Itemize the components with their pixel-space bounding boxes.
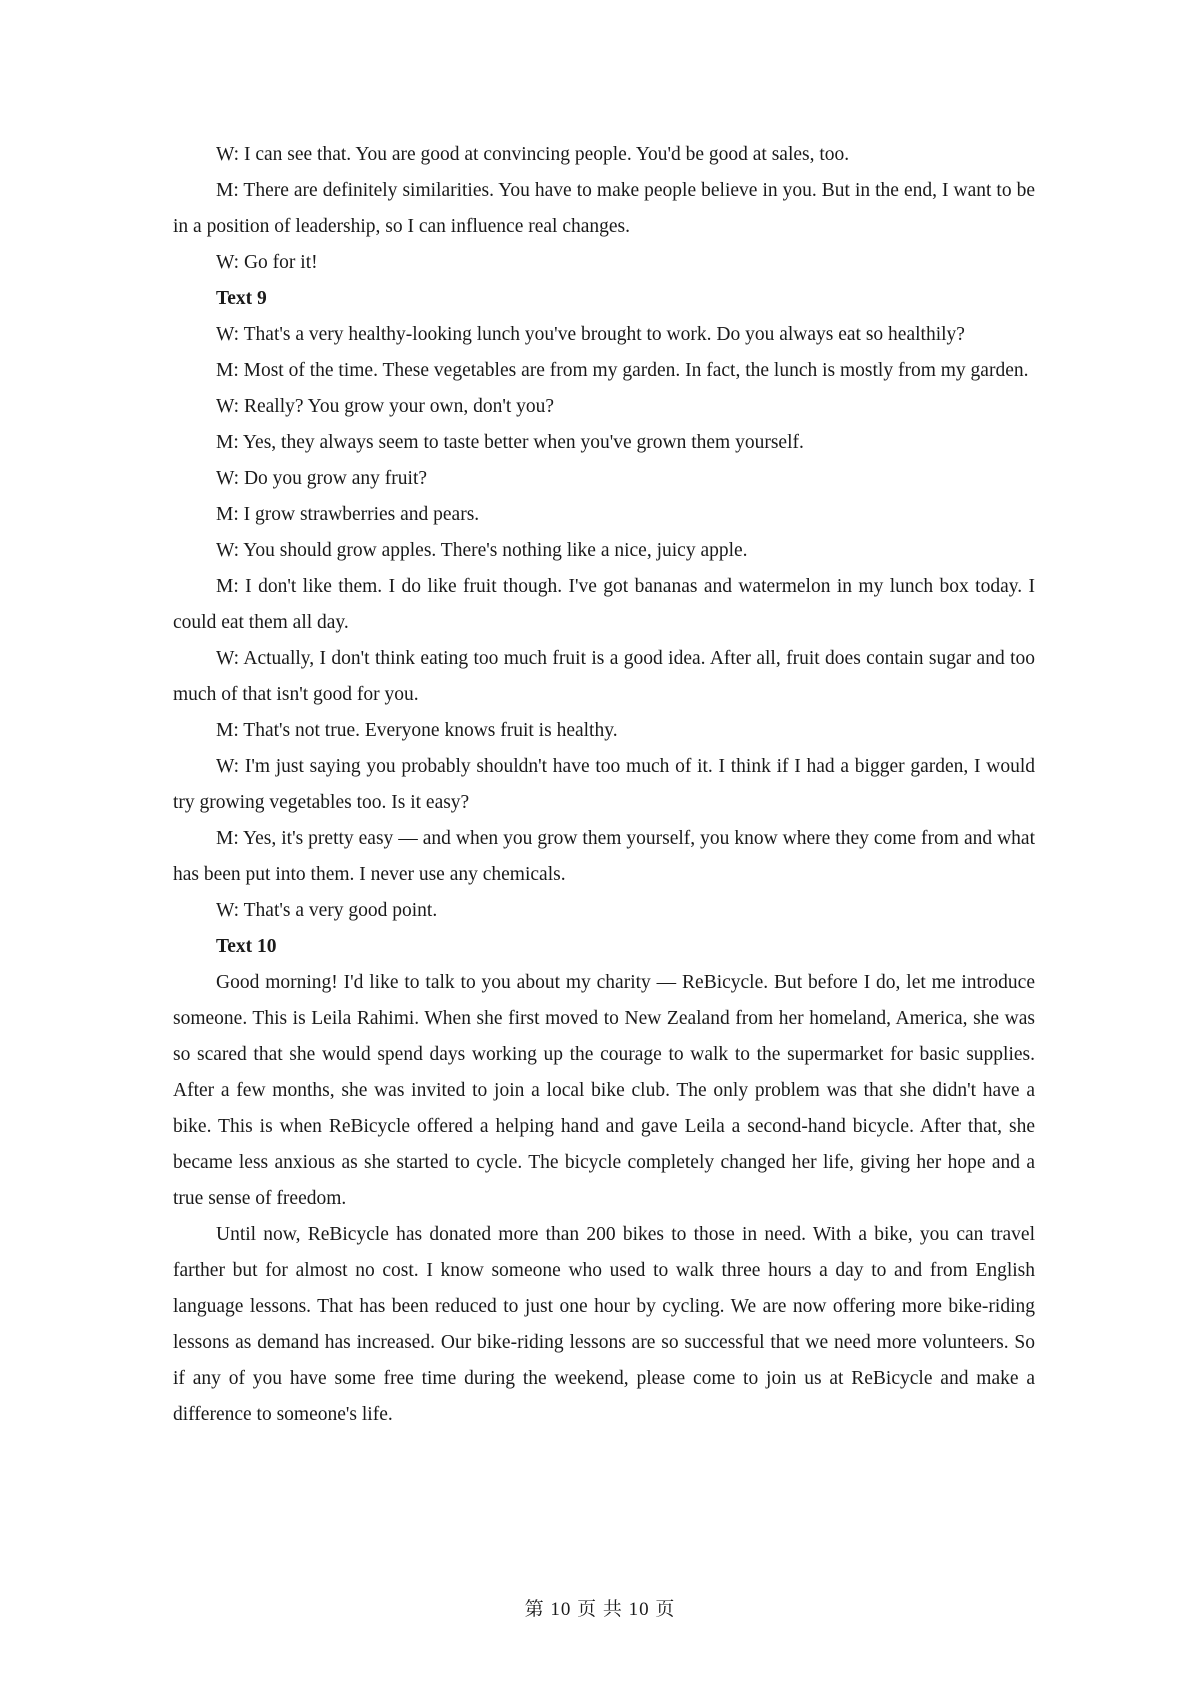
document-body [173,137,1035,1433]
dialogue-paragraph: W: Go for it! [216,252,318,273]
dialogue-paragraph: W: That's a very healthy-looking lunch you've brought to work. Do you always eat so healthily? [216,324,965,345]
section-heading: Text 10 [216,936,277,957]
dialogue-paragraph: M: Most of the time. These vegetables are from my garden. In fact, the lunch is mostly from my garden. [216,360,1029,381]
section-heading: Text 9 [216,288,267,309]
dialogue-paragraph: M: Yes, they always seem to taste better when you've grown them yourself. [216,432,804,453]
dialogue-paragraph: M: I don't like them. I do like fruit though. I've got bananas and watermelon in my lunch box today. I could eat them all day. [173,576,1035,633]
dialogue-paragraph: Good morning! I'd like to talk to you about my charity — ReBicycle. But before I do, let me introduce someone. This is Leila Rahimi. When she first moved to New Zealand from her homeland, America, she was so scared that she would spend days working up the courage to walk to the supermarket for basic supplies. After a few months, she was invited to join a local bike club. The only problem was that she didn't have a bike. This is when ReBicycle offered a helping hand and gave Leila a second-hand bicycle. After that, she became less anxious as she started to cycle. The bicycle completely changed her life, giving her hope and a true sense of freedom. [173,972,1035,1209]
dialogue-paragraph: M: I grow strawberries and pears. [216,504,480,525]
dialogue-paragraph: W: I can see that. You are good at convincing people. You'd be good at sales, too. [216,144,850,165]
dialogue-paragraph: Until now, ReBicycle has donated more than 200 bikes to those in need. With a bike, you can travel farther but for almost no cost. I know someone who used to walk three hours a day to and from English language lessons. That has been reduced to just one hour by cycling. We are now offering more bike-riding lessons as demand has increased. Our bike-riding lessons are so successful that we need more volunteers. So if any of you have some free time during the weekend, please come to join us at ReBicycle and make a difference to someone's life. [173,1224,1035,1425]
dialogue-paragraph: M: There are definitely similarities. You have to make people believe in you. But in the end, I want to be in a position of leadership, so I can influence real changes. [173,180,1035,237]
dialogue-paragraph: W: Actually, I don't think eating too much fruit is a good idea. After all, fruit does contain sugar and too much of that isn't good for you. [173,648,1035,705]
dialogue-paragraph: M: Yes, it's pretty easy — and when you grow them yourself, you know where they come from and what has been put into them. I never use any chemicals. [173,828,1035,885]
dialogue-paragraph: W: That's a very good point. [216,900,438,921]
dialogue-paragraph: W: You should grow apples. There's nothing like a nice, juicy apple. [216,540,748,561]
dialogue-paragraph: W: Really? You grow your own, don't you? [216,396,555,417]
page-number-footer: 第 10 页 共 10 页 [524,1599,676,1620]
dialogue-paragraph: W: I'm just saying you probably shouldn't have too much of it. I think if I had a bigger garden, I would try growing vegetables too. Is it easy? [173,756,1035,813]
dialogue-paragraph: W: Do you grow any fruit? [216,468,428,489]
dialogue-paragraph: M: That's not true. Everyone knows fruit is healthy. [216,720,618,741]
